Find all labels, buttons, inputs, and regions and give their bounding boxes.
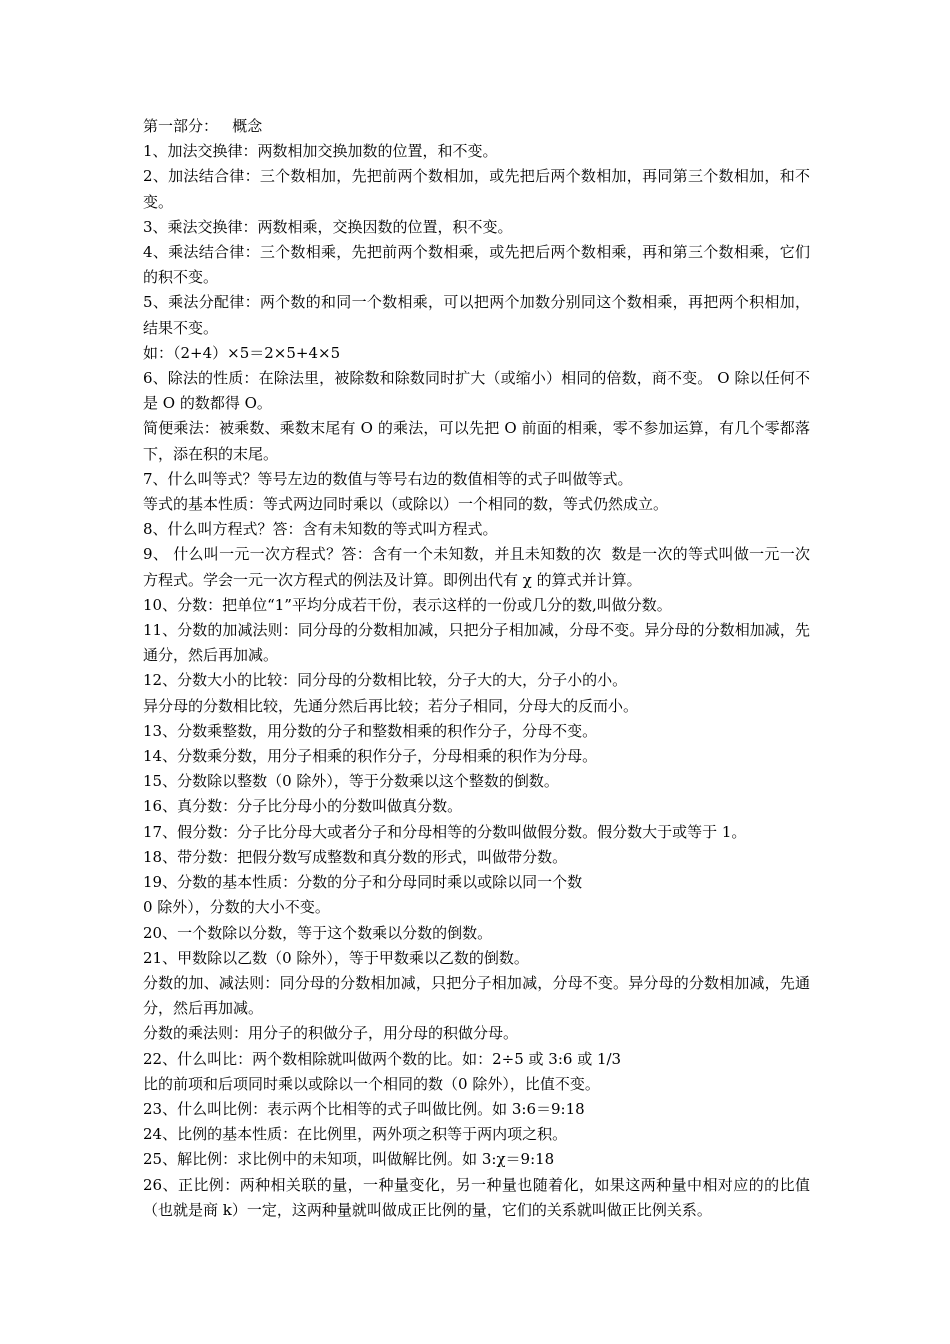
document-body [143,114,810,1223]
paragraph-27: 分数的加、减法则：同分母的分数相加减，只把分子相加减，分母不变。异分母的分数相加减，先通分，然后再加减。 [143,973,810,1018]
paragraph-8: 简便乘法：被乘数、乘数末尾有 O 的乘法，可以先把 O 前面的相乘，零不参加运算，有几个零都落下，添在积的末尾。 [143,419,810,463]
paragraph-30: 比的前项和后项同时乘以或除以一个相同的数（0 除外），比值不变。 [143,1074,600,1093]
paragraph-20: 16、真分数：分子比分母小的分数叫做真分数。 [143,797,463,816]
paragraph-22: 18、带分数：把假分数写成整数和真分数的形式，叫做带分数。 [143,847,568,866]
paragraph-26: 21、甲数除以乙数（0 除外），等于甲数乘以乙数的倒数。 [143,948,529,967]
paragraph-10: 等式的基本性质：等式两边同时乘以（或除以）一个相同的数，等式仍然成立。 [143,495,669,514]
paragraph-3: 3、乘法交换律：两数相乘，交换因数的位置，积不变。 [143,217,513,236]
paragraph-18: 14、分数乘分数，用分子相乘的积作分子，分母相乘的积作为分母。 [143,747,598,766]
paragraph-16: 异分母的分数相比较，先通分然后再比较；若分子相同，分母大的反而小。 [143,696,639,715]
paragraph-31: 23、什么叫比例：表示两个比相等的式子叫做比例。如 3:6＝9:18 [143,1099,585,1118]
paragraph-32: 24、比例的基本性质：在比例里，两外项之积等于两内项之积。 [143,1125,568,1144]
paragraph-21: 17、假分数：分子比分母大或者分子和分母相等的分数叫做假分数。假分数大于或等于 1。 [143,822,747,841]
paragraph-25: 20、一个数除以分数，等于这个数乘以分数的倒数。 [143,923,493,942]
paragraph-24: 0 除外），分数的大小不变。 [143,898,330,917]
paragraph-28: 分数的乘法则：用分子的积做分子，用分母的积做分母。 [143,1024,519,1043]
paragraph-5: 5、乘法分配律：两个数的和同一个数相乘，可以把两个加数分别同这个数相乘，再把两个积相加，结果不变。 [143,293,810,337]
paragraph-1: 1、加法交换律：两数相加交换加数的位置，和不变。 [143,142,498,161]
paragraph-9: 7、什么叫等式？等号左边的数值与等号右边的数值相等的式子叫做等式。 [143,469,633,488]
paragraph-17: 13、分数乘整数，用分数的分子和整数相乘的积作分子，分母不变。 [143,721,598,740]
paragraph-11: 8、什么叫方程式？答：含有未知数的等式叫方程式。 [143,520,498,539]
paragraph-34: 26、正比例：两种相关联的量，一种量变化，另一种量也随着化，如果这两种量中相对应的的比值（也就是商 k）一定，这两种量就叫做成正比例的量，它们的关系就叫做正比例关系。 [143,1175,810,1219]
paragraph-2: 2、加法结合律：三个数相加，先把前两个数相加，或先把后两个数相加，再同第三个数相加，和不变。 [143,167,810,211]
paragraph-14: 11、分数的加减法则：同分母的分数相加减，只把分子相加减，分母不变。异分母的分数相加减，先通分，然后再加减。 [143,621,810,665]
paragraph-7: 6、除法的性质：在除法里，被除数和除数同时扩大（或缩小）相同的倍数，商不变。 O 除以任何不是 O 的数都得 O。 [143,369,810,413]
paragraph-15: 12、分数大小的比较：同分母的分数相比较，分子大的大，分子小的小。 [143,671,628,690]
paragraph-4: 4、乘法结合律：三个数相乘，先把前两个数相乘，或先把后两个数相乘，再和第三个数相乘，它们的积不变。 [143,243,810,287]
paragraph-33: 25、解比例：求比例中的未知项，叫做解比例。如 3:χ＝9:18 [143,1150,555,1169]
paragraph-12: 9、 什么叫一元一次方程式？答：含有一个未知数，并且未知数的次 数是一次的等式叫做一元一次方程式。学会一元一次方程式的例法及计算。即例出代有 χ 的算式并计算。 [143,545,810,589]
paragraph-6: 如：（2+4）×5＝2×5+4×5 [143,343,341,362]
paragraph-23: 19、分数的基本性质：分数的分子和分母同时乘以或除以同一个数 [143,873,583,892]
paragraph-19: 15、分数除以整数（0 除外），等于分数乘以这个整数的倒数。 [143,772,559,791]
paragraph-13: 10、分数：把单位“1”平均分成若干份，表示这样的一份或几分的数,叫做分数。 [143,595,672,614]
section-heading: 第一部分： 概念 [143,117,263,135]
paragraph-29: 22、什么叫比：两个数相除就叫做两个数的比。如：2÷5 或 3:6 或 1/3 [143,1049,622,1068]
